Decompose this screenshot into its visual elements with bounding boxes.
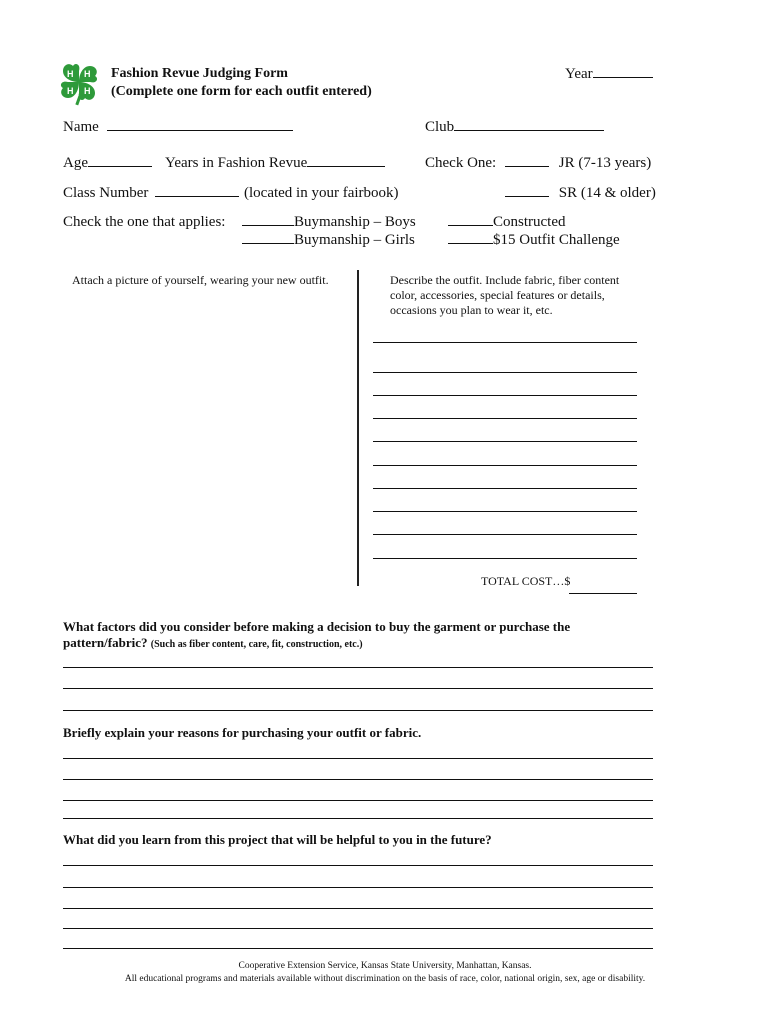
describe-writing-line[interactable] <box>373 511 637 512</box>
years-field[interactable] <box>165 155 385 172</box>
class-number-field[interactable] <box>63 185 239 202</box>
describe-writing-line[interactable] <box>373 372 637 373</box>
answer-line[interactable] <box>63 948 653 949</box>
sr-option-label: SR (14 & older) <box>558 185 656 201</box>
years-label: Years in Fashion Revue <box>165 155 308 171</box>
name-label: Name <box>63 119 99 135</box>
buymanship-girls-label: Buymanship – Girls <box>294 232 415 248</box>
year-label: Year <box>565 66 593 82</box>
buymanship-boys-option[interactable] <box>242 214 416 231</box>
question-1-text: pattern/fabric? <box>63 635 148 650</box>
footer-line-1: Cooperative Extension Service, Kansas State University, Manhattan, Kansas. <box>238 961 532 971</box>
answer-line[interactable] <box>63 887 653 888</box>
check-one-label: Check One: <box>425 155 497 171</box>
applies-label: Check the one that applies: <box>63 214 226 230</box>
question-3: What did you learn from this project that will be helpful to you in the future? <box>63 832 492 847</box>
answer-line[interactable] <box>63 865 653 866</box>
describe-line-2: color, accessories, special features or details, <box>390 288 605 302</box>
describe-writing-line[interactable] <box>373 558 637 559</box>
section-divider <box>357 270 359 586</box>
logo-letter-h: H <box>84 86 91 96</box>
logo-letter-h: H <box>67 69 74 79</box>
club-field[interactable] <box>425 119 604 136</box>
name-field[interactable] <box>63 119 293 136</box>
describe-writing-line[interactable] <box>373 465 637 466</box>
describe-writing-line[interactable] <box>373 534 637 535</box>
question-2: Briefly explain your reasons for purchasing your outfit or fabric. <box>63 725 422 740</box>
answer-line[interactable] <box>63 779 653 780</box>
total-cost-label: TOTAL COST…$ <box>481 574 571 588</box>
footer-line-2: All educational programs and materials available without discrimination on the basis of race, color, national origin, sex, age or disability. <box>124 974 646 984</box>
class-number-note: (located in your fairbook) <box>244 185 399 201</box>
sr-option[interactable] <box>505 185 656 202</box>
question-1-line-2 <box>63 635 363 651</box>
form-title: Fashion Revue Judging Form <box>111 66 288 81</box>
answer-line[interactable] <box>63 710 653 711</box>
answer-line[interactable] <box>63 688 653 689</box>
answer-line[interactable] <box>63 800 653 801</box>
age-field[interactable] <box>63 155 152 172</box>
describe-writing-line[interactable] <box>373 441 637 442</box>
describe-writing-line[interactable] <box>373 418 637 419</box>
jr-option-label: JR (7-13 years) <box>558 155 652 171</box>
age-label: Age <box>63 155 88 171</box>
attach-picture-instruction: Attach a picture of yourself, wearing your new outfit. <box>72 273 329 287</box>
club-label: Club <box>425 119 455 135</box>
answer-line[interactable] <box>63 667 653 668</box>
describe-writing-line[interactable] <box>373 488 637 489</box>
answer-line[interactable] <box>63 818 653 819</box>
logo-letter-h: H <box>84 69 91 79</box>
challenge-option[interactable] <box>448 232 620 249</box>
clover-logo <box>55 58 103 106</box>
class-number-label: Class Number <box>63 185 149 201</box>
jr-option[interactable] <box>505 155 651 172</box>
describe-line-1: Describe the outfit. Include fabric, fiber content <box>390 273 620 287</box>
buymanship-boys-label: Buymanship – Boys <box>294 214 416 230</box>
total-cost-field[interactable] <box>569 593 637 594</box>
question-1-note: (Such as fiber content, care, fit, construction, etc.) <box>150 639 363 650</box>
question-1-line-1: What factors did you consider before making a decision to buy the garment or purchase the <box>63 619 571 634</box>
answer-line[interactable] <box>63 908 653 909</box>
buymanship-girls-option[interactable] <box>242 232 415 249</box>
answer-line[interactable] <box>63 758 653 759</box>
answer-line[interactable] <box>63 928 653 929</box>
form-subtitle: (Complete one form for each outfit entered) <box>111 84 372 99</box>
describe-line-3: occasions you plan to wear it, etc. <box>390 303 553 317</box>
logo-letter-h: H <box>67 86 74 96</box>
constructed-option[interactable] <box>448 214 566 231</box>
describe-writing-line[interactable] <box>373 342 637 343</box>
constructed-label: Constructed <box>493 214 566 230</box>
year-field[interactable] <box>565 66 653 83</box>
challenge-label: $15 Outfit Challenge <box>493 232 620 248</box>
describe-writing-line[interactable] <box>373 395 637 396</box>
